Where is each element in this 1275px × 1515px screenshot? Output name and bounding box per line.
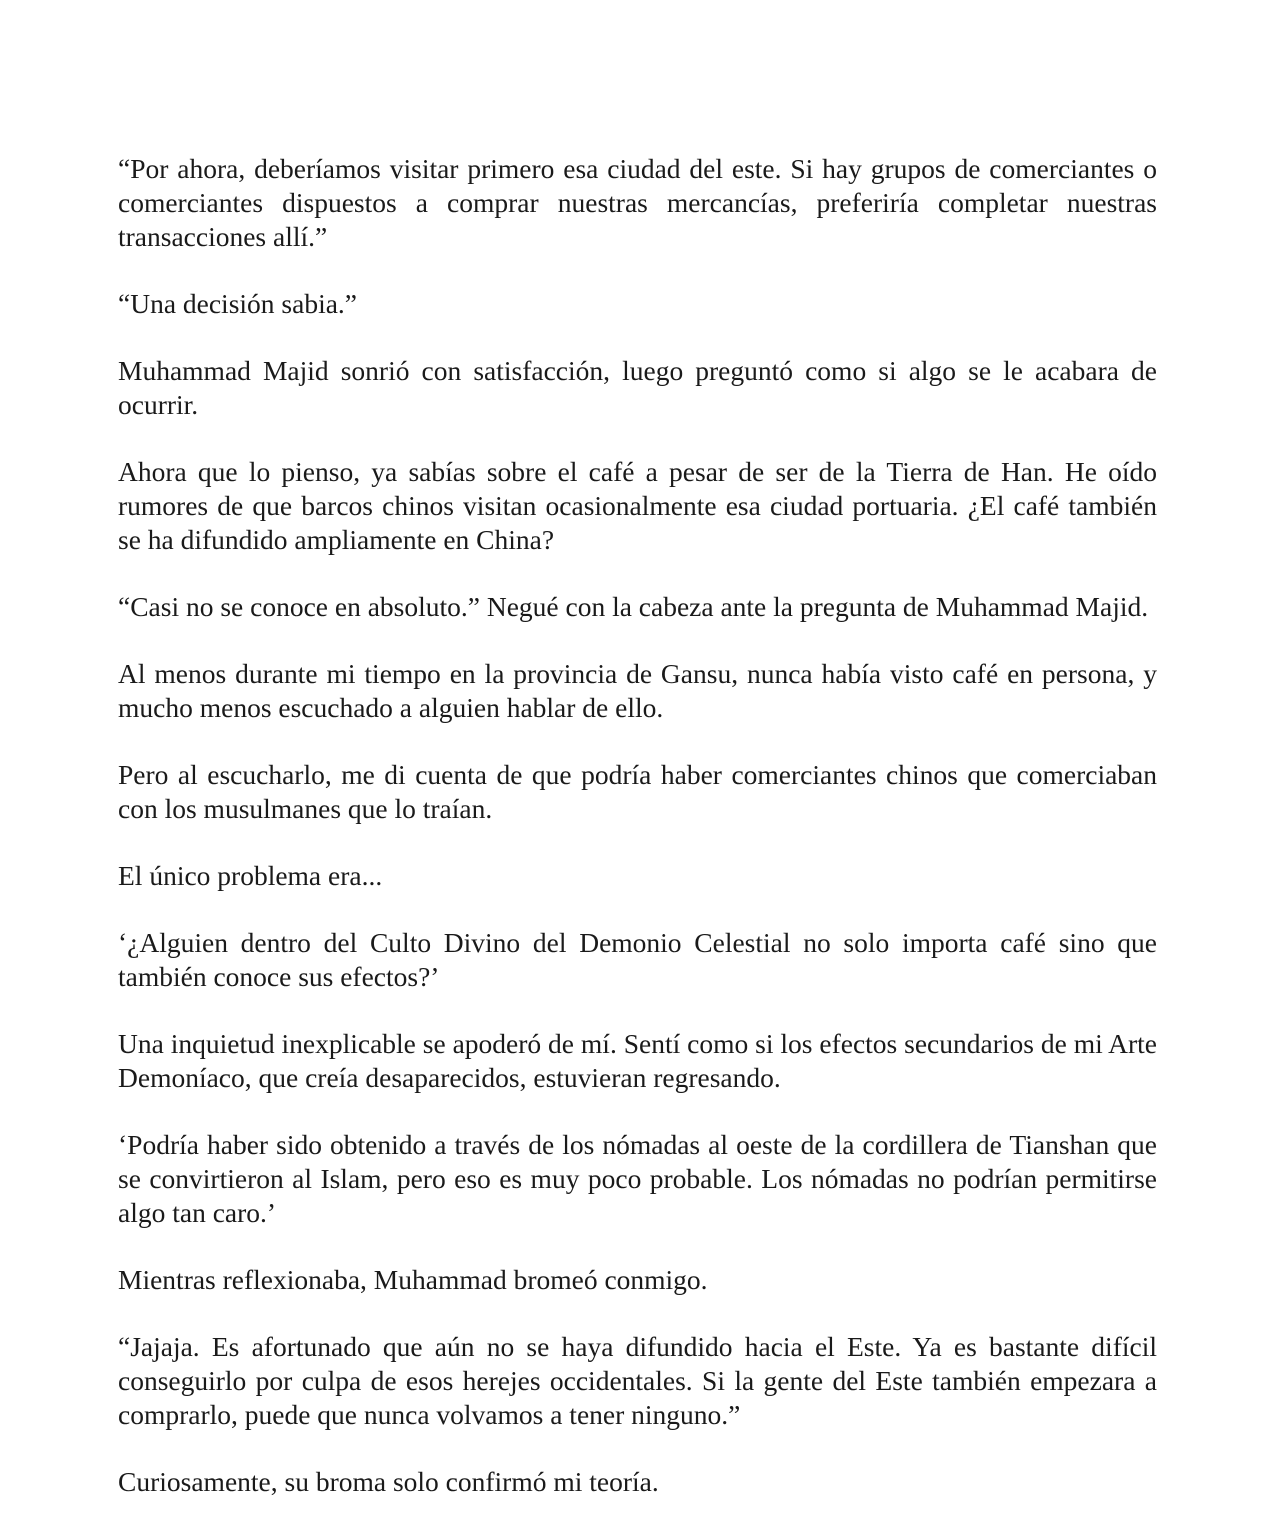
paragraph-6: Al menos durante mi tiempo en la provincia de Gansu, nunca había visto café en persona, y mucho menos escuchado a alguien hablar de ello. (118, 658, 1157, 723)
paragraph-7: Pero al escucharlo, me di cuenta de que podría haber comerciantes chinos que comerciaban con los musulmanes que lo traían. (118, 759, 1157, 824)
paragraph-12: Mientras reflexionaba, Muhammad bromeó conmigo. (118, 1264, 708, 1295)
paragraph-5: “Casi no se conoce en absoluto.” Negué con la cabeza ante la pregunta de Muhammad Majid. (118, 591, 1149, 622)
paragraph-10: Una inquietud inexplicable se apoderó de mí. Sentí como si los efectos secundarios de mi Arte Demoníaco, que creía desaparecidos, estuvieran regresando. (118, 1028, 1157, 1093)
paragraph-1: “Por ahora, deberíamos visitar primero esa ciudad del este. Si hay grupos de comerciantes o comerciantes dispuestos a comprar nuestras mercancías, preferiría completar nuestras transacciones allí.” (118, 153, 1157, 252)
paragraph-13: “Jajaja. Es afortunado que aún no se haya difundido hacia el Este. Ya es bastante difícil conseguirlo por culpa de esos herejes occidentales. Si la gente del Este también empezara a comprarlo, puede que nunca volvamos a tener ninguno.” (118, 1331, 1157, 1430)
paragraph-9: ‘¿Alguien dentro del Culto Divino del Demonio Celestial no solo importa café sino que también conoce sus efectos?’ (118, 927, 1157, 992)
paragraph-2: “Una decisión sabia.” (118, 288, 358, 319)
body-text (118, 152, 1157, 1515)
paragraph-4: Ahora que lo pienso, ya sabías sobre el café a pesar de ser de la Tierra de Han. He oído rumores de que barcos chinos visitan ocasionalmente esa ciudad portuaria. ¿El café también se ha difundido ampliamente en China? (118, 456, 1157, 555)
paragraph-8: El único problema era... (118, 860, 383, 891)
paragraph-3: Muhammad Majid sonrió con satisfacción, luego preguntó como si algo se le acabara de ocurrir. (118, 355, 1157, 420)
paragraph-11: ‘Podría haber sido obtenido a través de los nómadas al oeste de la cordillera de Tianshan que se convirtieron al Islam, pero eso es muy poco probable. Los nómadas no podrían permitirse algo tan caro.’ (118, 1129, 1157, 1228)
paragraph-14: Curiosamente, su broma solo confirmó mi teoría. (118, 1466, 659, 1497)
